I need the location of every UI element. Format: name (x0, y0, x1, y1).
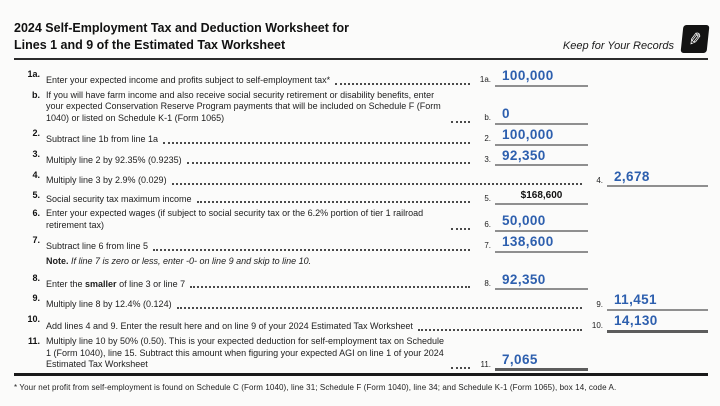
entry-value-field[interactable] (495, 69, 588, 87)
entry-value-field[interactable] (495, 273, 588, 291)
worksheet-rows (14, 69, 708, 371)
line-text-area (46, 175, 588, 187)
line-text (46, 208, 446, 231)
worksheet-title (14, 20, 563, 53)
mid-entry-cell (476, 190, 588, 205)
dotted-leader (451, 367, 470, 369)
line-text (46, 90, 446, 125)
dotted-leader (177, 307, 582, 309)
bottom-divider (14, 373, 708, 376)
dotted-leader (153, 249, 470, 251)
text-segment: Enter your expected wages (if subject to social security tax or the 6.2% portion of tier 1 railroad retirement tax) (46, 208, 424, 231)
line-number: 3. (32, 148, 40, 159)
entry-value-field[interactable] (495, 190, 588, 205)
text-segment: Add lines 4 and 9. Enter the result here and on line 9 of your 2024 Estimated Tax Worksheet (46, 321, 413, 332)
line-text-area (46, 134, 476, 146)
entry-line-label: 5. (484, 193, 491, 203)
mid-entry-cell (476, 353, 588, 372)
keep-for-records-label: Keep for Your Records (562, 40, 674, 52)
line-text (46, 175, 167, 187)
line-text (46, 241, 148, 253)
worksheet-row (14, 69, 708, 87)
text-segment: Social security tax maximum income (46, 193, 192, 204)
text-segment: Multiply line 10 by 50% (0.50). This is your expected deduction for self-employment tax on Schedule 1 (Form 1040), line 15. Subtract this amount when figuring your expected AGI on line 1 of your 2024 Estimated Tax Worksheet (46, 335, 445, 370)
worksheet-row (14, 273, 708, 291)
entry-line-label: 11. (480, 359, 491, 369)
mid-entry-cell (476, 128, 588, 146)
entry-value-field[interactable] (607, 314, 708, 333)
worksheet-row (14, 128, 708, 146)
text-segment: Subtract line 6 from line 5 (46, 240, 149, 251)
line-number: b. (32, 89, 40, 100)
worksheet-row (14, 208, 708, 231)
entry-line-label: 7. (484, 241, 491, 251)
entry-value-field[interactable] (607, 293, 708, 311)
entry-line-label: 1a. (479, 75, 491, 85)
entry-value-field[interactable] (495, 107, 588, 125)
line-number: 11. (27, 335, 40, 346)
text-segment: Note. (46, 255, 69, 266)
line-text-area (46, 241, 476, 253)
mid-entry-cell (476, 235, 588, 253)
right-entry-cell (588, 293, 708, 311)
entry-value: 0 (502, 106, 510, 122)
line-number: 7. (32, 235, 40, 246)
entry-line-label: 8. (484, 278, 491, 288)
entry-line-label: b. (484, 113, 491, 123)
entry-value: 100,000 (502, 127, 554, 143)
entry-value-field[interactable] (495, 353, 588, 372)
text-segment: Multiply line 3 by 2.9% (0.029) (46, 175, 167, 186)
entry-line-label: 6. (484, 220, 491, 230)
entry-value: 14,130 (614, 313, 658, 329)
worksheet-row (14, 235, 708, 253)
dotted-leader (451, 228, 470, 230)
entry-value-field[interactable] (495, 235, 588, 253)
entry-line-label: 4. (596, 175, 603, 185)
line-number: 5. (32, 190, 40, 201)
text-segment: of line 3 or line 7 (116, 278, 186, 289)
dotted-leader (163, 142, 470, 144)
entry-value-field[interactable] (495, 214, 588, 232)
dotted-leader (197, 201, 470, 203)
mid-entry-cell (476, 107, 588, 125)
text-segment: smaller (85, 278, 117, 289)
line-number: 8. (32, 272, 40, 283)
entry-line-label: 10. (591, 321, 603, 331)
dotted-leader (418, 329, 582, 331)
text-segment: If you will have farm income and also receive social security retirement or disability benefits, enter your expected Conservation Reserve Program payments that will be included on Schedule F (Form 1040) or listed on Schedule K-1 (Form 1065) (46, 89, 441, 124)
worksheet-header (14, 20, 708, 53)
mid-entry-cell (476, 273, 588, 291)
dotted-leader (451, 121, 470, 123)
line-text-area (46, 336, 476, 371)
line-text (46, 279, 185, 291)
dotted-leader (172, 183, 582, 185)
right-entry-cell (588, 314, 708, 333)
dotted-leader (187, 162, 470, 164)
line-text-area (46, 194, 476, 206)
entry-value: 92,350 (502, 147, 546, 163)
text-segment: Subtract line 1b from line 1a (46, 133, 159, 144)
line-text (46, 336, 446, 371)
line-text (46, 299, 172, 311)
text-segment: Enter your expected income and profits subject to self-employment tax* (46, 74, 331, 85)
entry-value: 2,678 (614, 168, 650, 184)
entry-value: $168,600 (520, 190, 563, 202)
line-text-area (46, 321, 588, 333)
entry-line-label: 2. (484, 134, 491, 144)
title-line-1: 2024 Self-Employment Tax and Deduction Worksheet for (14, 21, 350, 35)
mid-entry-cell (476, 149, 588, 167)
worksheet-row (14, 336, 708, 371)
text-segment: Multiply line 2 by 92.35% (0.9235) (46, 154, 182, 165)
entry-value-field[interactable] (607, 170, 708, 188)
line-text-area (46, 279, 476, 291)
line-text (46, 321, 413, 333)
worksheet-row (14, 149, 708, 167)
entry-value: 50,000 (502, 213, 546, 229)
mid-entry-cell (476, 214, 588, 232)
worksheet-row (14, 293, 708, 311)
entry-value: 100,000 (502, 68, 554, 83)
header-divider (14, 58, 708, 60)
entry-value-field[interactable] (495, 149, 588, 167)
worksheet-row (14, 90, 708, 125)
line-text (46, 194, 192, 206)
line-number: 1a. (27, 69, 40, 79)
line-number: 9. (32, 293, 40, 304)
text-segment: Multiply line 8 by 12.4% (0.124) (46, 299, 172, 310)
footnote: * Your net profit from self-employment is found on Schedule C (Form 1040), line 31; Schedule F (Form 1040), line 34; and Schedule K-1 (Form 1065), box 14, code A. (14, 383, 617, 392)
line-text-area (46, 208, 476, 231)
text-segment: Enter the (46, 278, 86, 289)
line-text-area (46, 299, 588, 311)
line-text-area (46, 256, 708, 270)
line-text (46, 75, 330, 87)
entry-value-field[interactable] (495, 128, 588, 146)
line-number: 10. (27, 314, 40, 325)
mid-entry-cell (476, 69, 588, 87)
worksheet-note-row (14, 256, 708, 270)
line-text (46, 134, 158, 146)
entry-value: 11,451 (614, 292, 657, 308)
pencil-icon: ✎ (686, 28, 704, 50)
entry-value: 92,350 (502, 271, 546, 287)
worksheet-row (14, 190, 708, 205)
dotted-leader (190, 286, 470, 288)
line-number: 2. (32, 128, 40, 139)
title-line-2: Lines 1 and 9 of the Estimated Tax Worksheet (14, 37, 286, 52)
line-text (46, 155, 182, 167)
worksheet-row (14, 170, 708, 188)
right-entry-cell (588, 170, 708, 188)
text-segment: If line 7 is zero or less, enter -0- on line 9 and skip to line 10. (68, 255, 312, 266)
line-number: 6. (32, 208, 40, 219)
worksheet-row (14, 314, 708, 333)
entry-value: 7,065 (502, 351, 538, 367)
entry-value: 138,600 (502, 234, 554, 250)
records-badge (681, 25, 710, 53)
line-text-area (46, 155, 476, 167)
dotted-leader (335, 83, 470, 85)
line-number: 4. (32, 169, 40, 180)
line-text-area (46, 90, 476, 125)
line-text (46, 256, 311, 270)
entry-line-label: 9. (596, 299, 603, 309)
entry-line-label: 3. (484, 154, 491, 164)
line-text-area (46, 75, 476, 87)
